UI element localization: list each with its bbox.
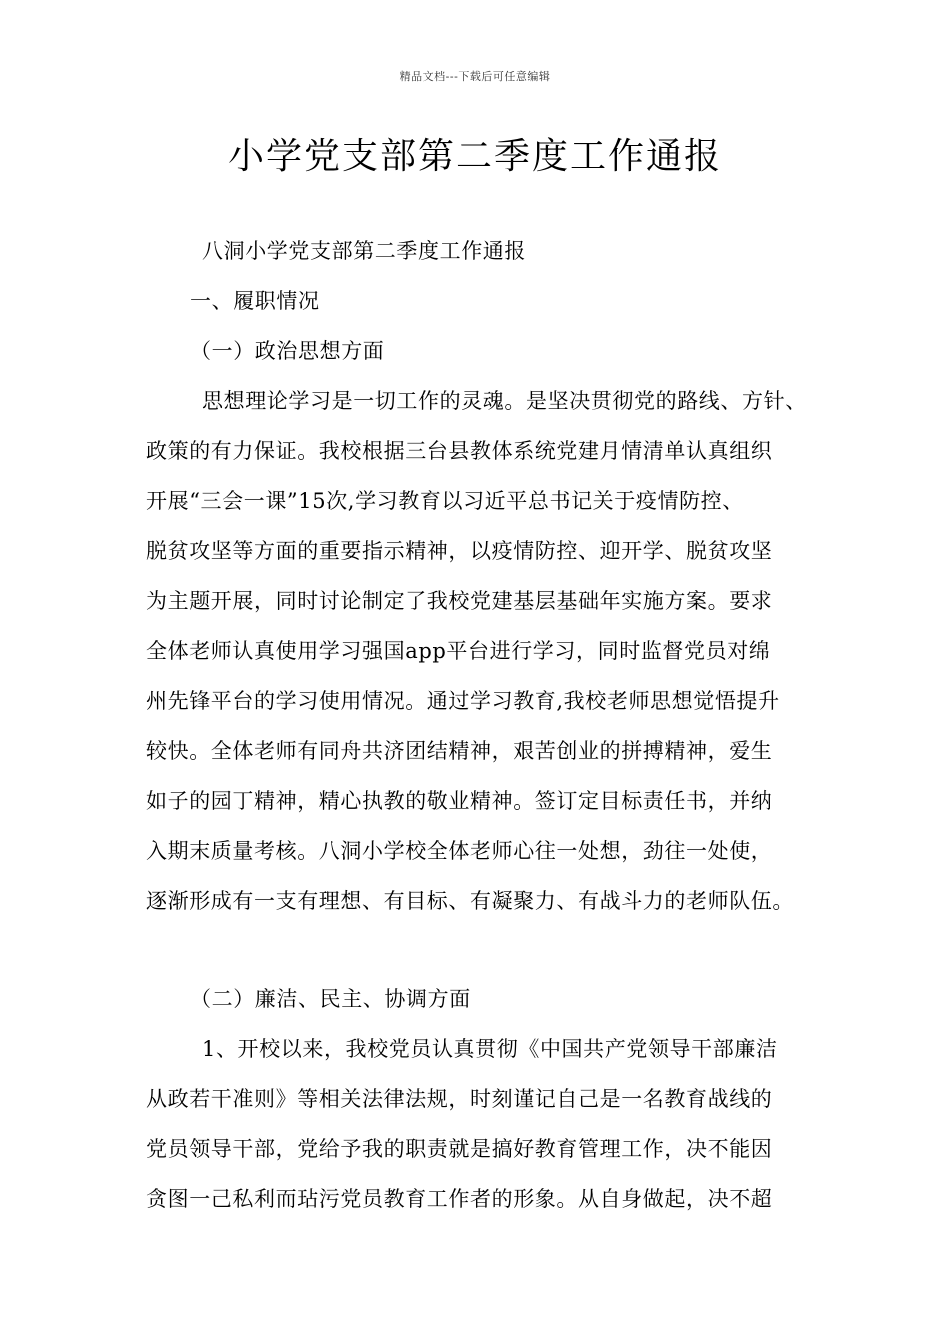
paragraph-line: 党员领导干部，党给予我的职责就是搞好教育管理工作，决不能因 <box>146 1137 773 1161</box>
document-subtitle: 八洞小学党支部第二季度工作通报 <box>202 239 526 263</box>
paragraph-line: 州先锋平台的学习使用情况。通过学习教育,我校老师思想觉悟提升 <box>146 689 780 713</box>
paragraph-line: 贪图一己私利而玷污党员教育工作者的形象。从自身做起，决不超 <box>146 1187 773 1211</box>
paragraph-line: 如子的园丁精神，精心执教的敬业精神。签订定目标责任书，并纳 <box>146 789 773 813</box>
paragraph-line: 入期末质量考核。八洞小学校全体老师心往一处想，劲往一处使， <box>146 839 773 863</box>
paragraph-line: 开展“三会一课”15次,学习教育以习近平总书记关于疫情防控、 <box>146 489 744 513</box>
subsection-heading-1: （一）政治思想方面 <box>190 339 385 363</box>
paragraph-line: 1、开校以来，我校党员认真贯彻《中国共产党领导干部廉洁 <box>202 1037 778 1061</box>
paragraph-line: 脱贫攻坚等方面的重要指示精神，以疫情防控、迎开学、脱贫攻坚 <box>146 539 773 563</box>
paragraph-line: 为主题开展，同时讨论制定了我校党建基层基础年实施方案。要求 <box>146 589 773 613</box>
section-heading-1: 一、履职情况 <box>190 289 320 313</box>
paragraph-line: 全体老师认真使用学习强国app平台进行学习，同时监督党员对绵 <box>146 639 771 663</box>
document-title: 小学党支部第二季度工作通报 <box>227 136 722 177</box>
header-note: 精品文档---下载后可任意编辑 <box>399 70 551 83</box>
paragraph-line: 从政若干准则》等相关法律法规，时刻谨记自己是一名教育战线的 <box>146 1087 773 1111</box>
paragraph-line: 政策的有力保证。我校根据三台县教体系统党建月情清单认真组织 <box>146 439 773 463</box>
subsection-heading-2: （二）廉洁、民主、协调方面 <box>190 987 471 1011</box>
paragraph-line: 逐渐形成有一支有理想、有目标、有凝聚力、有战斗力的老师队伍。 <box>146 889 794 913</box>
paragraph-line: 思想理论学习是一切工作的灵魂。是坚决贯彻党的路线、方针、 <box>202 389 807 413</box>
paragraph-line: 较快。全体老师有同舟共济团结精神，艰苦创业的拼搏精神，爱生 <box>146 739 773 763</box>
